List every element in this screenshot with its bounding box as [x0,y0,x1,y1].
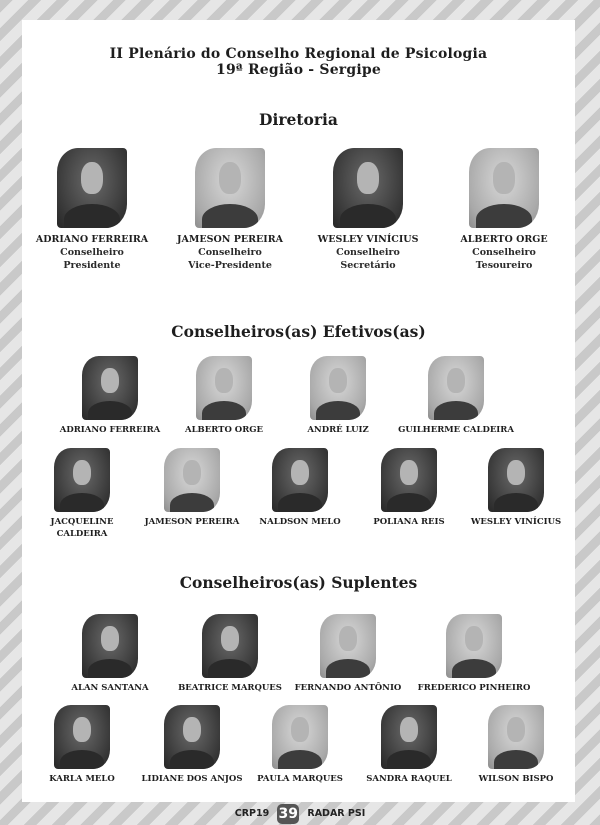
member-photo [469,148,539,228]
member-photo [320,614,376,678]
member-photo [164,705,220,769]
member-name: FREDERICO PINHEIRO [417,683,531,693]
member-role: Conselheiro [198,247,262,258]
member-name: POLIANA REIS [373,517,445,527]
member-name: ALAN SANTANA [71,683,149,693]
member-name: JAMESON PEREIRA [177,234,283,245]
section-title-suplentes: Conselheiros(as) Suplentes [179,573,418,592]
page-number-badge: 39 [278,805,299,822]
header-line-1: II Plenário do Conselho Regional de Psicologia [109,46,488,62]
member-photo [57,148,127,228]
suplente-member [27,705,137,785]
section-title-diretoria: Diretoria [259,110,338,129]
member-photo [54,705,110,769]
suplente-member [135,705,249,785]
efetivo-member [27,448,137,540]
suplente-member [244,705,356,785]
member-photo [381,448,437,512]
suplente-member [170,614,290,694]
member-photo [381,705,437,769]
member-name: GUILHERME CALDEIRA [398,425,514,435]
member-role: Presidente [63,260,121,271]
member-name: KARLA MELO [49,774,115,784]
efetivo-member [164,356,284,436]
suplente-member [288,614,408,694]
efetivo-member [244,448,356,528]
diretoria-member [432,148,576,272]
member-photo [488,448,544,512]
section-title-efetivos: Conselheiros(as) Efetivos(as) [171,322,426,341]
member-name: JAMESON PEREIRA [144,517,240,527]
member-name: ANDRÉ LUIZ [307,425,369,435]
diretoria-member [296,148,440,272]
efetivo-member [354,448,464,528]
member-name: BEATRICE MARQUES [178,683,282,693]
member-name: LIDIANE DOS ANJOS [141,774,243,784]
member-photo [428,356,484,420]
member-photo [54,448,110,512]
member-photo [310,356,366,420]
member-photo [82,356,138,420]
member-name: SANDRA RAQUEL [366,774,452,784]
member-photo [272,448,328,512]
member-photo [446,614,502,678]
member-name: ADRIANO FERREIRA [59,425,161,435]
footer-right-label: RADAR PSI [307,808,366,819]
member-role: Conselheiro [472,247,536,258]
member-role: Tesoureiro [475,260,533,271]
footer-left-label: CRP19 [234,808,270,819]
suplente-member [458,705,574,785]
member-name: NALDSON MELO [259,517,341,527]
efetivo-member [458,448,574,528]
member-photo [272,705,328,769]
diretoria-member [20,148,164,272]
efetivo-member [396,356,516,436]
member-photo [333,148,403,228]
member-name: ALBERTO ORGE [184,425,264,435]
member-role: Secretário [340,260,396,271]
page-sheet [22,20,575,802]
member-role: Vice-Presidente [188,260,272,271]
member-role: Conselheiro [336,247,400,258]
member-name: PAULA MARQUES [257,774,343,784]
member-name: ALBERTO ORGE [460,234,548,245]
member-photo [196,356,252,420]
header-line-2: 19ª Região - Sergipe [216,62,381,78]
member-name: WESLEY VINÍCIUS [470,517,562,527]
member-photo [195,148,265,228]
member-name: WILSON BISPO [478,774,554,784]
member-photo [164,448,220,512]
member-name: JACQUELINE [50,517,114,527]
efetivo-member [135,448,249,528]
suplente-member [354,705,464,785]
page-footer [0,803,600,825]
efetivo-member [278,356,398,436]
efetivo-member [50,356,170,436]
suplente-member [50,614,170,694]
member-name: WESLEY VINÍCIUS [317,234,419,245]
member-name-line-2: CALDEIRA [56,529,108,539]
member-photo [82,614,138,678]
suplente-member [406,614,542,694]
member-photo [202,614,258,678]
member-name: FERNANDO ANTÔNIO [294,683,402,693]
member-role: Conselheiro [60,247,124,258]
member-name: ADRIANO FERREIRA [35,234,149,245]
diretoria-member [158,148,302,272]
member-photo [488,705,544,769]
